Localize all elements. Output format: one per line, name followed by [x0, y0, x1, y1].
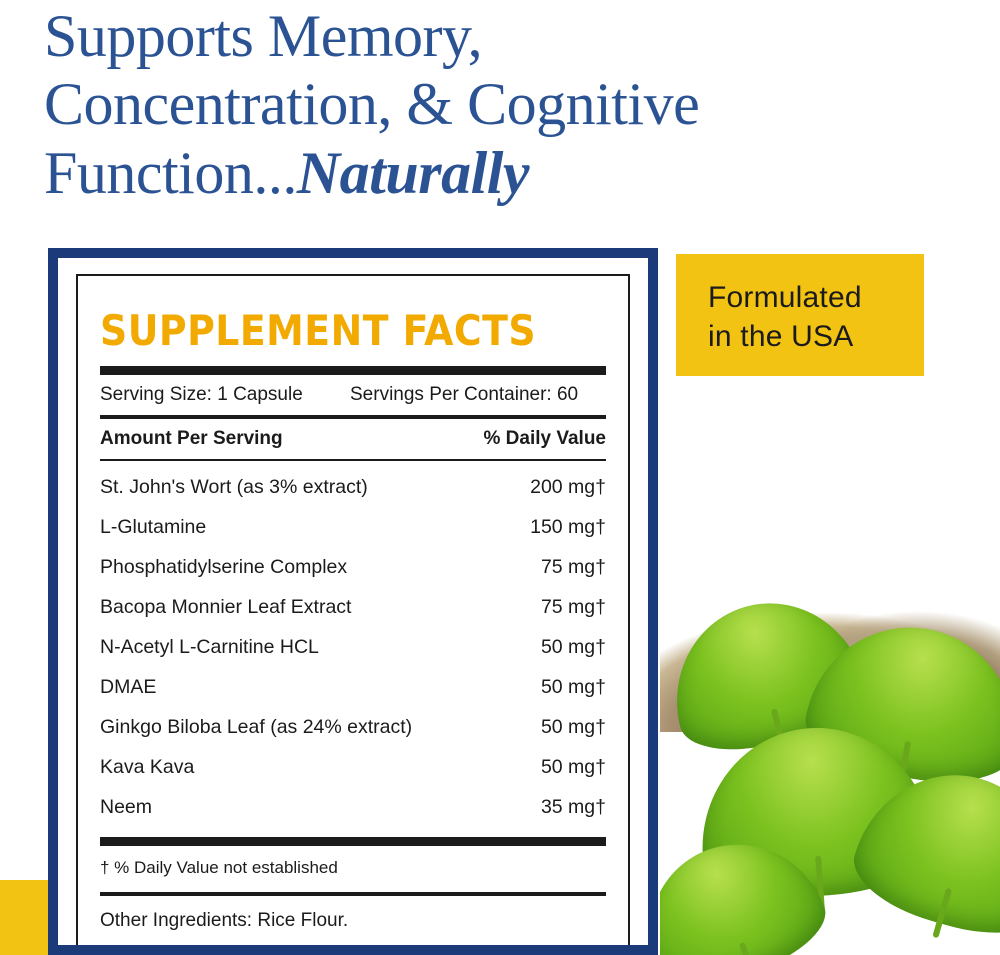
ingredient-name: Bacopa Monnier Leaf Extract [100, 595, 352, 618]
ingredient-amount: 50 mg† [540, 755, 606, 778]
ingredient-name: Neem [100, 795, 153, 818]
ingredients-list [100, 461, 606, 837]
ingredient-name: DMAE [100, 675, 157, 698]
headline-line-3-plain: Function... [44, 139, 297, 206]
ingredient-row [100, 587, 606, 627]
ingredient-amount: 50 mg† [540, 675, 606, 698]
ingredient-amount: 150 mg† [530, 515, 606, 538]
ingredient-amount: 35 mg† [540, 795, 606, 818]
ingredient-name: St. John's Wort (as 3% extract) [100, 475, 368, 498]
other-ingredients: Other Ingredients: Rice Flour. [100, 910, 349, 931]
ginkgo-leaves-photo [660, 376, 1000, 955]
headline-line-2: Concentration, & Cognitive [44, 71, 700, 138]
badge-line-1: Formulated [708, 281, 862, 314]
servings-per-container: Servings Per Container: 60 [350, 384, 579, 405]
ingredient-amount: 75 mg† [540, 555, 606, 578]
headline-line-1: Supports Memory, [44, 3, 483, 69]
ingredient-amount: 50 mg† [540, 635, 606, 658]
headline-line-3-italic: Naturally [296, 139, 530, 206]
serving-size: Serving Size: 1 Capsule [100, 384, 303, 405]
ingredient-row [100, 627, 606, 667]
daily-value-footnote: † % Daily Value not established [100, 858, 338, 877]
serving-info-row [100, 375, 606, 415]
badge-line-2: in the USA [708, 320, 854, 353]
page-headline [44, 2, 944, 207]
ingredient-amount: 50 mg† [540, 715, 606, 738]
ingredient-row [100, 707, 606, 747]
headline-line-3 [44, 139, 944, 207]
ingredient-row [100, 547, 606, 587]
formulated-in-usa-badge [676, 254, 924, 376]
ingredient-name: N-Acetyl L-Carnitine HCL [100, 635, 319, 658]
ingredient-name: Kava Kava [100, 755, 195, 778]
ingredient-name: Phosphatidylserine Complex [100, 555, 348, 578]
ingredient-row [100, 747, 606, 787]
ingredient-row [100, 507, 606, 547]
ingredient-name: L-Glutamine [100, 515, 207, 538]
daily-value-header: % Daily Value [483, 428, 606, 449]
supplement-facts-title: SUPPLEMENT FACTS [100, 306, 537, 355]
divider-thick-top [100, 366, 606, 375]
supplement-facts-inner [76, 274, 630, 945]
ingredient-row [100, 667, 606, 707]
ingredient-row [100, 467, 606, 507]
amount-header-row [100, 419, 606, 459]
ingredient-amount: 75 mg† [540, 595, 606, 618]
ingredient-name: Ginkgo Biloba Leaf (as 24% extract) [100, 715, 413, 738]
divider-thick-bottom [100, 837, 606, 846]
ingredient-amount: 200 mg† [530, 475, 606, 498]
amount-per-serving-header: Amount Per Serving [100, 428, 283, 449]
supplement-facts-panel [48, 248, 658, 955]
ingredient-row [100, 787, 606, 827]
